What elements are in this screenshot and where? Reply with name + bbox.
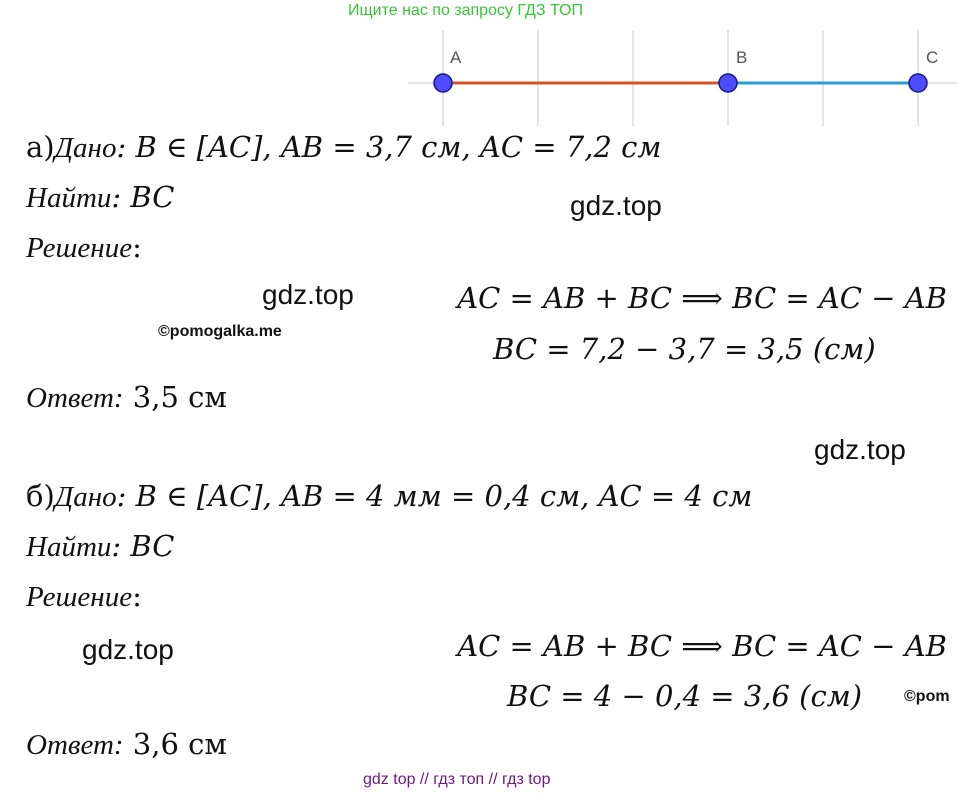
- part-b-answer: [26, 727, 227, 762]
- part-b-solution-colon: :: [132, 579, 142, 613]
- point-b: [719, 74, 737, 92]
- watermark-gdz-3: gdz.top: [814, 434, 906, 465]
- part-b-find: [26, 529, 174, 564]
- part-b-find-label: Найти: [26, 531, 112, 563]
- grid: [408, 30, 957, 126]
- point-c: [909, 74, 927, 92]
- watermark-pomogalka: ©pomogalka.me: [158, 323, 282, 340]
- part-a-prefix: а): [26, 130, 55, 164]
- part-b-solution: [26, 579, 142, 614]
- part-a-find-label: Найти: [26, 182, 112, 214]
- part-b-answer-value: 3,6 см: [123, 727, 227, 761]
- part-a-eq1: AC = AB + BC ⟹ BC = AC − AB: [457, 281, 947, 315]
- part-a-given-math: : B ∈ [AC], AB = 3,7 см, AC = 7,2 см: [116, 130, 662, 164]
- part-a-find: [26, 180, 174, 215]
- label-c: C: [926, 48, 939, 67]
- part-a-eq2: BC = 7,2 − 3,7 = 3,5 (см): [493, 332, 876, 366]
- part-b-answer-label: Ответ:: [26, 729, 124, 761]
- part-b-eq2: BC = 4 − 0,4 = 3,6 (см): [507, 679, 863, 713]
- point-a: [434, 74, 452, 92]
- part-a-answer-value: 3,5 см: [123, 380, 227, 414]
- label-b: B: [736, 48, 748, 67]
- watermark-gdz-4: gdz.top: [82, 634, 174, 665]
- part-b-given-math: : B ∈ [AC], AB = 4 мм = 0,4 см, AC = 4 см: [116, 479, 753, 513]
- part-a-given-label: Дано: [54, 132, 117, 164]
- part-a-find-math: : BC: [111, 180, 175, 214]
- part-a-answer: [26, 380, 227, 415]
- part-a-solution: [26, 230, 142, 265]
- watermark-pomogalka-cut: ©pom: [904, 688, 950, 705]
- part-a-given: [26, 130, 661, 165]
- part-b-given: [26, 479, 752, 514]
- part-b-solution-label: Решение: [26, 581, 133, 613]
- part-a-answer-label: Ответ:: [26, 382, 124, 414]
- watermark-gdz-2: gdz.top: [262, 279, 354, 310]
- part-a-solution-colon: :: [132, 230, 142, 264]
- watermark-gdz-1: gdz.top: [570, 190, 662, 221]
- part-b-prefix: б): [26, 479, 55, 513]
- label-a: A: [450, 48, 462, 67]
- part-b-eq1: AC = AB + BC ⟹ BC = AC − AB: [457, 629, 947, 663]
- watermark-top: Ищите нас по запросу ГДЗ ТОП: [348, 2, 583, 19]
- segment-diagram: [408, 30, 957, 126]
- part-a-solution-label: Решение: [26, 232, 133, 264]
- part-b-find-math: : BC: [111, 529, 175, 563]
- part-b-given-label: Дано: [54, 481, 117, 513]
- watermark-bottom: gdz top // гдз топ // гдз top: [363, 771, 551, 788]
